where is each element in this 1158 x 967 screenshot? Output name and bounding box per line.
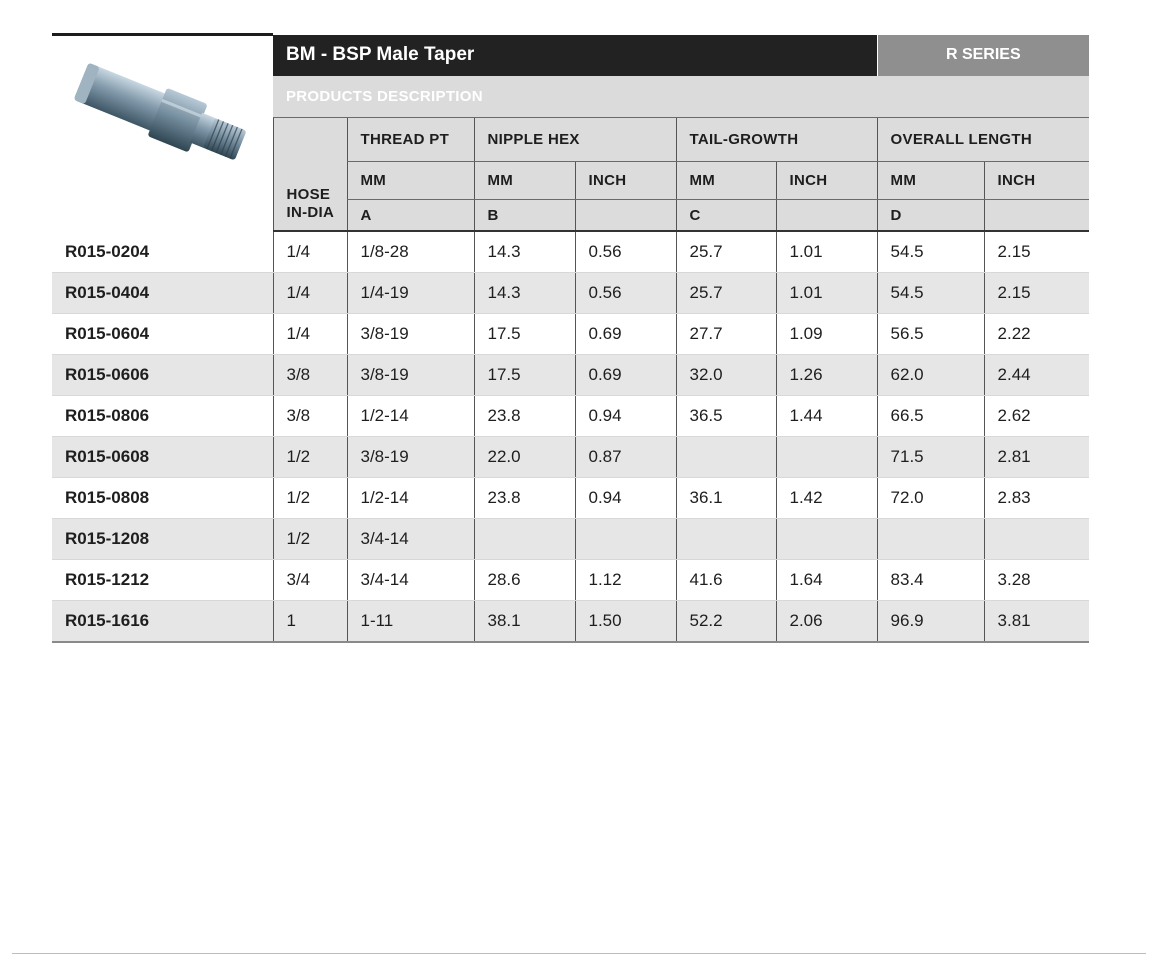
cell-hose-in-dia: 1/2 xyxy=(273,519,347,560)
table-row xyxy=(52,560,1089,601)
cell-nipple-hex-inch: 1.50 xyxy=(575,601,676,643)
cell-tail-growth-inch: 1.01 xyxy=(776,273,877,314)
cell-thread-pt: 1/4-19 xyxy=(347,273,474,314)
cell-overall-length-mm: 96.9 xyxy=(877,601,984,643)
cell-tail-growth-inch: 2.06 xyxy=(776,601,877,643)
col-header-nipple-hex: NIPPLE HEX xyxy=(474,117,676,162)
cell-part-number: R015-0204 xyxy=(52,231,273,273)
cell-hose-in-dia: 3/4 xyxy=(273,560,347,601)
unit-tail-inch: INCH xyxy=(776,162,877,200)
cell-tail-growth-mm: 25.7 xyxy=(676,231,776,273)
cell-nipple-hex-mm: 38.1 xyxy=(474,601,575,643)
cell-tail-growth-inch: 1.44 xyxy=(776,396,877,437)
cell-nipple-hex-mm: 17.5 xyxy=(474,355,575,396)
table-row xyxy=(52,231,1089,273)
cell-overall-length-inch: 2.44 xyxy=(984,355,1089,396)
cell-overall-length-inch: 3.81 xyxy=(984,601,1089,643)
dim-code-d-blank xyxy=(984,200,1089,232)
cell-tail-growth-mm: 52.2 xyxy=(676,601,776,643)
cell-tail-growth-mm: 27.7 xyxy=(676,314,776,355)
table-row xyxy=(52,273,1089,314)
cell-nipple-hex-mm: 23.8 xyxy=(474,396,575,437)
cell-tail-growth-mm: 25.7 xyxy=(676,273,776,314)
cell-part-number: R015-1212 xyxy=(52,560,273,601)
cell-overall-length-mm: 83.4 xyxy=(877,560,984,601)
cell-nipple-hex-mm: 14.3 xyxy=(474,231,575,273)
cell-nipple-hex-inch: 1.12 xyxy=(575,560,676,601)
cell-thread-pt: 3/8-19 xyxy=(347,314,474,355)
cell-tail-growth-mm: 36.5 xyxy=(676,396,776,437)
hose-fitting-illustration xyxy=(52,36,273,226)
cell-tail-growth-mm: 32.0 xyxy=(676,355,776,396)
cell-hose-in-dia: 1/4 xyxy=(273,273,347,314)
cell-tail-growth-inch: 1.01 xyxy=(776,231,877,273)
dim-code-c-blank xyxy=(776,200,877,232)
dim-code-c: C xyxy=(676,200,776,232)
cell-overall-length-inch: 2.62 xyxy=(984,396,1089,437)
cell-nipple-hex-mm: 23.8 xyxy=(474,478,575,519)
table-row xyxy=(52,519,1089,560)
col-header-hose-in-dia xyxy=(273,117,347,231)
cell-part-number: R015-1208 xyxy=(52,519,273,560)
cell-overall-length-mm: 56.5 xyxy=(877,314,984,355)
cell-tail-growth-inch: 1.42 xyxy=(776,478,877,519)
series-badge: R SERIES xyxy=(877,35,1089,76)
spec-rows xyxy=(52,231,1089,642)
unit-hex-inch: INCH xyxy=(575,162,676,200)
col-header-thread-pt: THREAD PT xyxy=(347,117,474,162)
cell-overall-length-mm: 72.0 xyxy=(877,478,984,519)
cell-overall-length-mm: 54.5 xyxy=(877,273,984,314)
cell-thread-pt: 3/8-19 xyxy=(347,437,474,478)
cell-overall-length-inch: 3.28 xyxy=(984,560,1089,601)
cell-nipple-hex-inch: 0.69 xyxy=(575,314,676,355)
cell-hose-in-dia: 3/8 xyxy=(273,396,347,437)
cell-nipple-hex-mm: 14.3 xyxy=(474,273,575,314)
cell-part-number: R015-0608 xyxy=(52,437,273,478)
cell-hose-in-dia: 1/4 xyxy=(273,314,347,355)
cell-part-number: R015-0606 xyxy=(52,355,273,396)
cell-tail-growth-inch xyxy=(776,437,877,478)
cell-overall-length-mm xyxy=(877,519,984,560)
cell-tail-growth-inch: 1.64 xyxy=(776,560,877,601)
cell-tail-growth-mm: 41.6 xyxy=(676,560,776,601)
cell-hose-in-dia: 1/2 xyxy=(273,437,347,478)
col-header-overall-length: OVERALL LENGTH xyxy=(877,117,1089,162)
cell-thread-pt: 3/8-19 xyxy=(347,355,474,396)
cell-overall-length-mm: 66.5 xyxy=(877,396,984,437)
cell-hose-in-dia: 1/2 xyxy=(273,478,347,519)
cell-nipple-hex-inch xyxy=(575,519,676,560)
cell-nipple-hex-mm xyxy=(474,519,575,560)
unit-hex-mm: MM xyxy=(474,162,575,200)
dim-code-d: D xyxy=(877,200,984,232)
unit-length-mm: MM xyxy=(877,162,984,200)
cell-overall-length-mm: 62.0 xyxy=(877,355,984,396)
cell-hose-in-dia: 1 xyxy=(273,601,347,643)
cell-overall-length-inch: 2.83 xyxy=(984,478,1089,519)
product-spec-table xyxy=(52,33,1089,643)
cell-overall-length-inch xyxy=(984,519,1089,560)
hose-label: HOSE IN-DIA xyxy=(286,186,335,221)
table-row xyxy=(52,355,1089,396)
cell-tail-growth-mm xyxy=(676,519,776,560)
dim-code-b-blank xyxy=(575,200,676,232)
table-row xyxy=(52,601,1089,643)
cell-part-number: R015-1616 xyxy=(52,601,273,643)
cell-part-number: R015-0404 xyxy=(52,273,273,314)
cell-thread-pt: 3/4-14 xyxy=(347,560,474,601)
cell-nipple-hex-mm: 28.6 xyxy=(474,560,575,601)
cell-nipple-hex-inch: 0.56 xyxy=(575,231,676,273)
cell-thread-pt: 1-11 xyxy=(347,601,474,643)
cell-tail-growth-inch: 1.26 xyxy=(776,355,877,396)
cell-nipple-hex-inch: 0.56 xyxy=(575,273,676,314)
cell-part-number: R015-0806 xyxy=(52,396,273,437)
col-header-tail-growth: TAIL-GROWTH xyxy=(676,117,877,162)
cell-thread-pt: 1/8-28 xyxy=(347,231,474,273)
cell-overall-length-inch: 2.81 xyxy=(984,437,1089,478)
cell-hose-in-dia: 1/4 xyxy=(273,231,347,273)
cell-overall-length-inch: 2.15 xyxy=(984,273,1089,314)
unit-tail-mm: MM xyxy=(676,162,776,200)
products-description-label: PRODUCTS DESCRIPTION xyxy=(273,76,1089,118)
cell-part-number: R015-0604 xyxy=(52,314,273,355)
cell-overall-length-inch: 2.22 xyxy=(984,314,1089,355)
page-bottom-rule xyxy=(12,953,1146,954)
cell-nipple-hex-inch: 0.87 xyxy=(575,437,676,478)
unit-length-inch: INCH xyxy=(984,162,1089,200)
product-image xyxy=(52,35,273,232)
table-row xyxy=(52,437,1089,478)
dim-code-b: B xyxy=(474,200,575,232)
cell-nipple-hex-inch: 0.94 xyxy=(575,478,676,519)
table-row xyxy=(52,396,1089,437)
cell-overall-length-mm: 54.5 xyxy=(877,231,984,273)
cell-thread-pt: 1/2-14 xyxy=(347,396,474,437)
table-row xyxy=(52,478,1089,519)
unit-thread-mm: MM xyxy=(347,162,474,200)
cell-overall-length-mm: 71.5 xyxy=(877,437,984,478)
cell-tail-growth-inch: 1.09 xyxy=(776,314,877,355)
cell-part-number: R015-0808 xyxy=(52,478,273,519)
cell-nipple-hex-inch: 0.69 xyxy=(575,355,676,396)
cell-nipple-hex-mm: 17.5 xyxy=(474,314,575,355)
table-row xyxy=(52,314,1089,355)
cell-thread-pt: 1/2-14 xyxy=(347,478,474,519)
cell-tail-growth-inch xyxy=(776,519,877,560)
cell-hose-in-dia: 3/8 xyxy=(273,355,347,396)
dim-code-a: A xyxy=(347,200,474,232)
cell-tail-growth-mm xyxy=(676,437,776,478)
cell-nipple-hex-mm: 22.0 xyxy=(474,437,575,478)
cell-tail-growth-mm: 36.1 xyxy=(676,478,776,519)
cell-nipple-hex-inch: 0.94 xyxy=(575,396,676,437)
cell-thread-pt: 3/4-14 xyxy=(347,519,474,560)
product-title: BM - BSP Male Taper xyxy=(273,35,877,76)
cell-overall-length-inch: 2.15 xyxy=(984,231,1089,273)
